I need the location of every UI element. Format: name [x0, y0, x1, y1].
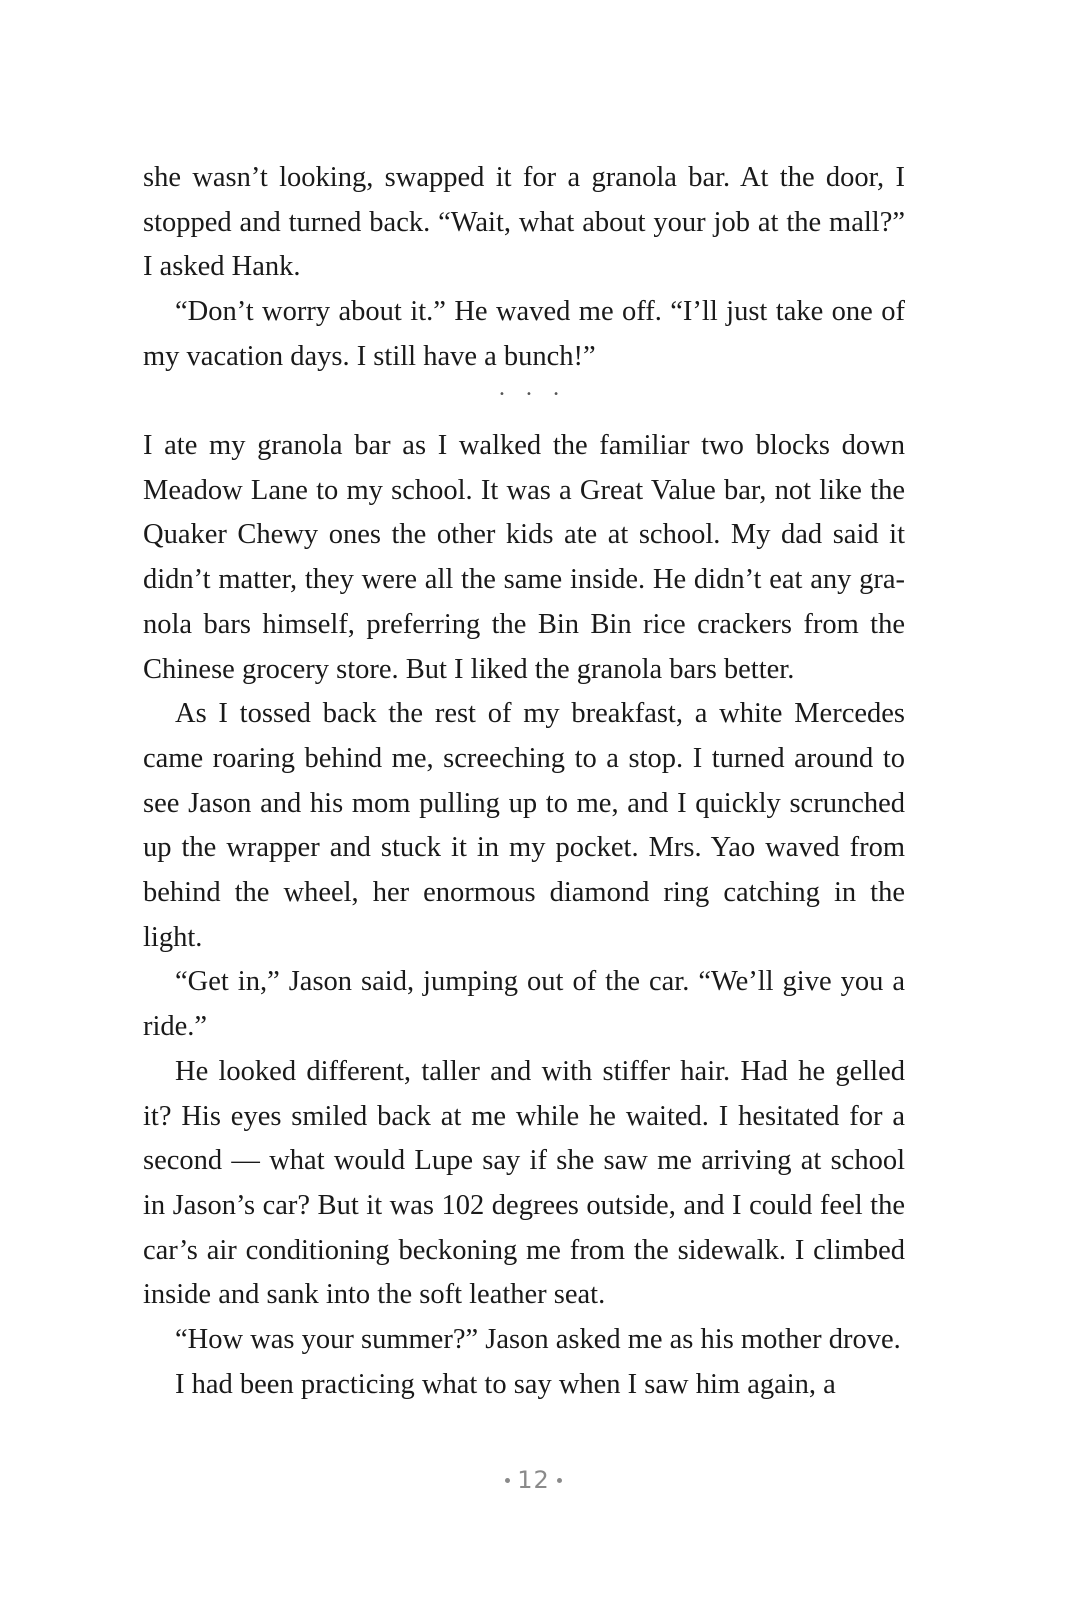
page-number-folio	[0, 1466, 1067, 1494]
paragraph: she wasn’t looking, swapped it for a granola bar. At the door, I stopped and turned back. “Wait, what about your job at the mall?” I asked Hank.	[143, 162, 905, 283]
paragraph: “Don’t worry about it.” He waved me off. “I’ll just take one of my vacation days. I still have a bunch!”	[143, 296, 905, 372]
paragraph: He looked different, taller and with stiffer hair. Had he gelled it? His eyes smiled back at me while he waited. I hesitated for a second — what would Lupe say if she saw me arriving at school in Jason’s car? But it was 102 degrees outside, and I could feel the car’s air conditioning beckoning me from the sidewalk. I climbed inside and sank into the soft leather seat.	[143, 1055, 905, 1311]
page-number: 12	[517, 1466, 550, 1494]
section-break-ornament: • • •	[498, 389, 569, 400]
folio-dot-right-icon	[557, 1478, 562, 1483]
paragraph: I ate my granola bar as I walked the familiar two blocks down Meadow Lane to my school. It was a Great Value bar, not like the Quaker Chewy ones the other kids ate at school. My dad said it didn’t matter, they were all the same inside. He didn’t eat any granola bars himself, preferring the Bin Bin rice crackers from the Chinese grocery store. But I liked the granola bars better.	[143, 430, 905, 685]
paragraph: “How was your summer?” Jason asked me as his mother drove.	[175, 1324, 901, 1356]
body-text-bottom	[143, 424, 905, 1407]
paragraph: I had been practicing what to say when I saw him again, a	[175, 1368, 836, 1400]
paragraph: “Get in,” Jason said, jumping out of the car. “We’ll give you a ride.”	[143, 966, 905, 1043]
folio-dot-left-icon	[505, 1478, 510, 1483]
body-text-top	[143, 156, 905, 380]
paragraph: As I tossed back the rest of my breakfast, a white Mercedes came roaring behind me, screeching to a stop. I turned around to see Jason and his mom pulling up to me, and I quickly scrunched up the wrapper and stuck it in my pocket. Mrs. Yao waved from behind the wheel, her enormous diamond ring catching in the light.	[143, 698, 905, 953]
